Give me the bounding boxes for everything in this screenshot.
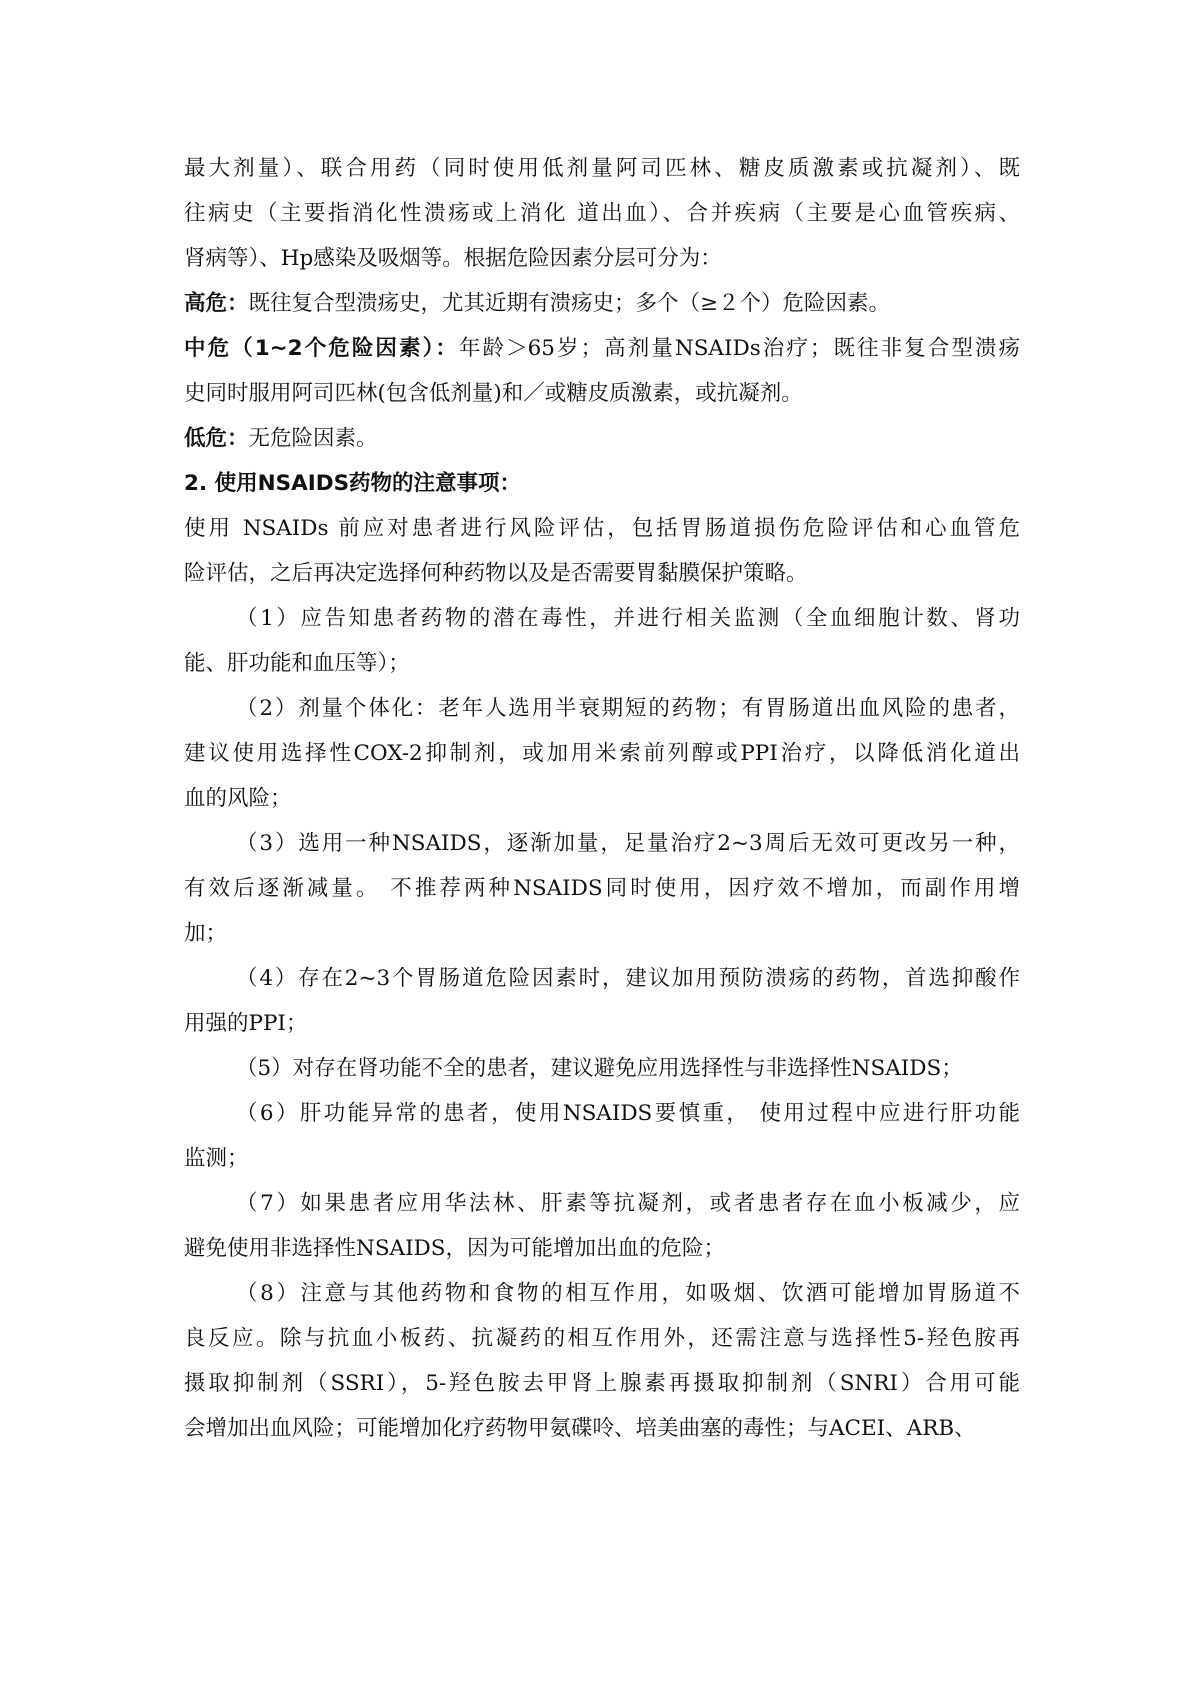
text-line: 使用 NSAIDs 前应对患者进行风险评估，包括胃肠道损伤危险评估和心血管危 bbox=[184, 516, 1020, 541]
intro-paragraph bbox=[184, 146, 1020, 281]
low-risk-line bbox=[184, 416, 1020, 461]
text-line: 险评估，之后再决定选择何种药物以及是否需要胃黏膜保护策略。 bbox=[184, 561, 808, 586]
list-item-line: 有效后逐渐减量。 不推荐两种NSAIDS同时使用，因疗效不增加，而副作用增 bbox=[184, 876, 1020, 901]
list-item-line: （1）应告知患者药物的潜在毒性，并进行相关监测（全血细胞计数、肾功 bbox=[236, 606, 1020, 631]
precautions-list bbox=[184, 596, 1020, 1451]
list-item-line: （3）选用一种NSAIDS，逐渐加量，足量治疗2~3周后无效可更改另一种， bbox=[236, 831, 1020, 856]
section-heading: 2. 使用NSAIDS药物的注意事项： bbox=[184, 471, 522, 496]
high-risk-label: 高危： bbox=[184, 291, 249, 316]
list-item bbox=[184, 1046, 1020, 1091]
list-item-line: 摄取抑制剂（SSRI），5-羟色胺去甲肾上腺素再摄取抑制剂（SNRI）合用可能 bbox=[184, 1371, 1020, 1396]
list-item bbox=[184, 1091, 1020, 1181]
mid-risk-text: 年龄＞65岁；高剂量NSAIDs治疗；既往非复合型溃疡 bbox=[458, 336, 1020, 361]
list-item-line: （8）注意与其他药物和食物的相互作用，如吸烟、饮酒可能增加胃肠道不 bbox=[236, 1281, 1020, 1306]
list-item-line: （2）剂量个体化：老年人选用半衰期短的药物；有胃肠道出血风险的患者， bbox=[236, 696, 1020, 721]
low-risk-text: 无危险因素。 bbox=[248, 426, 378, 451]
text-line: 史同时服用阿司匹林(包含低剂量)和／或糖皮质激素，或抗凝剂。 bbox=[184, 381, 803, 406]
mid-risk-label: 中危（1~2个危险因素）： bbox=[184, 336, 459, 361]
list-item bbox=[184, 1181, 1020, 1271]
list-item-line: 监测； bbox=[184, 1146, 249, 1171]
list-item bbox=[184, 686, 1020, 821]
list-item-line: （5）对存在肾功能不全的患者，建议避免应用选择性与非选择性NSAIDS； bbox=[236, 1056, 963, 1081]
document-body bbox=[184, 146, 1020, 1451]
list-item-line: 能、肝功能和血压等）； bbox=[184, 651, 410, 676]
mid-risk-line bbox=[184, 326, 1020, 371]
list-item-line: 避免使用非选择性NSAIDS，因为可能增加出血的危险； bbox=[184, 1236, 726, 1261]
text-line: 往病史（主要指消化性溃疡或上消化 道出血）、合并疾病（主要是心血管疾病、 bbox=[184, 201, 1020, 226]
list-item bbox=[184, 956, 1020, 1046]
high-risk-text: 既往复合型溃疡史，尤其近期有溃疡史；多个（≥２个）危险因素。 bbox=[248, 291, 891, 316]
list-item-line: 会增加出血风险；可能增加化疗药物甲氨碟呤、培美曲塞的毒性；与ACEI、ARB、 bbox=[184, 1416, 976, 1441]
list-item bbox=[184, 1271, 1020, 1451]
list-item-line: 良反应。除与抗血小板药、抗凝药的相互作用外，还需注意与选择性5-羟色胺再 bbox=[184, 1326, 1020, 1351]
high-risk-line bbox=[184, 281, 1020, 326]
text-line: 肾病等）、Hp感染及吸烟等。根据危险因素分层可分为： bbox=[184, 246, 722, 271]
list-item-line: （4）存在2~3个胃肠道危险因素时，建议加用预防溃疡的药物，首选抑酸作 bbox=[236, 966, 1020, 991]
low-risk-label: 低危： bbox=[184, 426, 249, 451]
list-item bbox=[184, 821, 1020, 956]
list-item bbox=[184, 596, 1020, 686]
mid-risk-paragraph bbox=[184, 326, 1020, 416]
text-line: 最大剂量）、联合用药（同时使用低剂量阿司匹林、糖皮质激素或抗凝剂）、既 bbox=[184, 156, 1020, 181]
list-item-line: 建议使用选择性COX-2抑制剂，或加用米索前列醇或PPI治疗，以降低消化道出 bbox=[184, 741, 1020, 766]
list-item-line: （6）肝功能异常的患者，使用NSAIDS要慎重， 使用过程中应进行肝功能 bbox=[236, 1101, 1020, 1126]
list-item-line: 用强的PPI； bbox=[184, 1011, 308, 1036]
list-item-line: （7）如果患者应用华法林、肝素等抗凝剂，或者患者存在血小板减少，应 bbox=[236, 1191, 1020, 1216]
list-item-line: 血的风险； bbox=[184, 786, 292, 811]
list-item-line: 加； bbox=[184, 921, 228, 946]
section-intro-paragraph bbox=[184, 506, 1020, 596]
